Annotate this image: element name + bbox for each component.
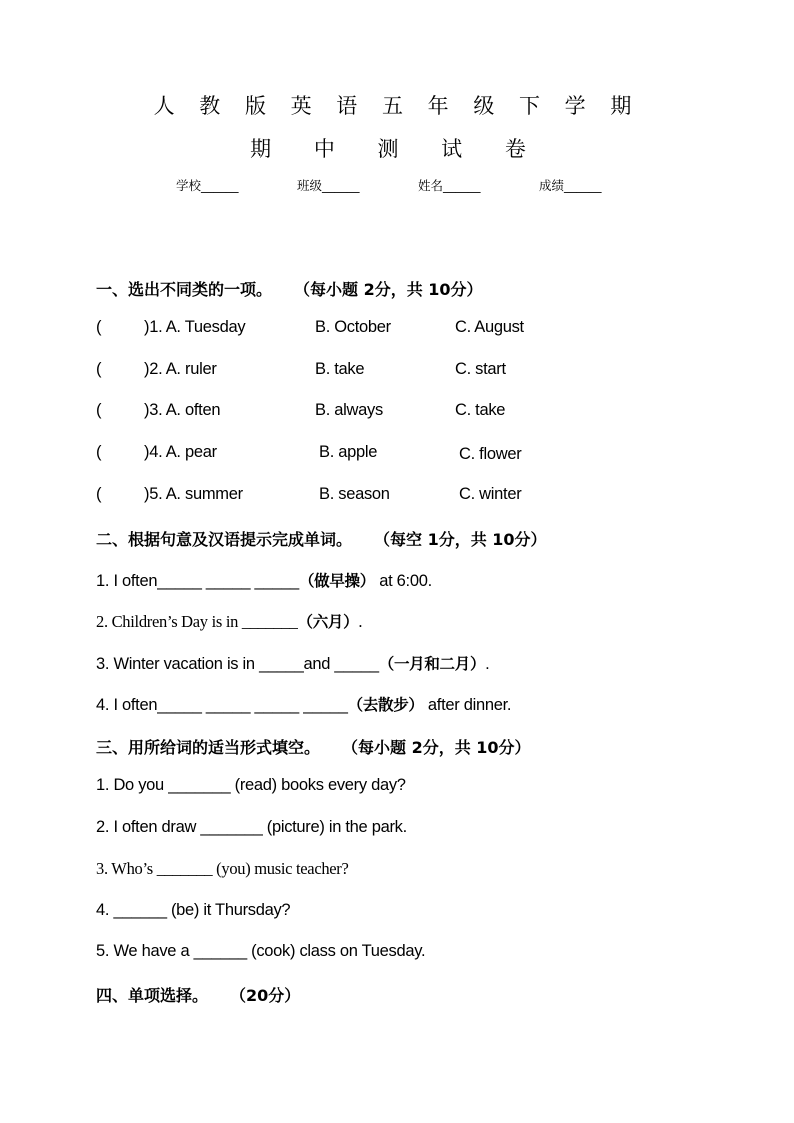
answer-paren: ( [96, 318, 102, 336]
option-c: C. flower [459, 445, 522, 463]
question-2-2: 2. Children’s Day is in _______（六月）. [96, 612, 363, 631]
name-field: 姓名______ [418, 178, 481, 193]
section-3-points: （每小题 2分，共 10分） [350, 738, 531, 757]
section-3-heading [96, 735, 531, 758]
chinese-hint: （做早操） [298, 572, 375, 590]
option-b: B. apple [319, 443, 378, 461]
option-c: C. August [455, 318, 524, 336]
chinese-hint: （去散步） [347, 696, 424, 714]
option-b: B. October [315, 318, 391, 336]
option-a: )2. A. ruler [144, 360, 217, 378]
option-a: )5. A. summer [144, 485, 243, 503]
option-b: B. season [319, 485, 390, 503]
answer-paren: ( [96, 485, 102, 503]
section-2-heading [96, 527, 547, 550]
section-4-heading [96, 983, 300, 1006]
section-2-points: （每空 1分，共 10分） [382, 530, 547, 549]
option-a: )1. A. Tuesday [144, 318, 246, 336]
answer-paren: ( [96, 360, 102, 378]
score-field: 成绩______ [539, 178, 602, 193]
option-c: C. start [455, 360, 506, 378]
question-3-2: 2. I often draw _______ (picture) in the park. [96, 818, 407, 836]
answer-paren: ( [96, 443, 102, 461]
question-3-1: 1. Do you _______ (read) books every day? [96, 776, 406, 794]
class-field: 班级______ [297, 178, 360, 193]
section-2-title: 二、根据句意及汉语提示完成单词。 [96, 530, 353, 549]
option-c: C. winter [459, 485, 522, 503]
question-1-4 [96, 443, 217, 462]
section-4-title: 四、单项选择。 [96, 986, 209, 1005]
page-title: 人 教 版 英 语 五 年 级 下 学 期 [153, 94, 641, 118]
question-1-3 [96, 401, 220, 420]
question-1-2 [96, 360, 217, 379]
option-b: B. take [315, 360, 365, 378]
question-3-4: 4. ______ (be) it Thursday? [96, 901, 291, 919]
option-a: )4. A. pear [144, 443, 217, 461]
question-2-3: 3. Winter vacation is in _____and _____（一月和二月）. [96, 655, 490, 673]
question-1-1 [96, 318, 245, 337]
question-3-3: 3. Who’s _______ (you) music teacher? [96, 859, 349, 878]
option-b: B. always [315, 401, 383, 419]
chinese-hint: （六月） [297, 613, 359, 631]
question-1-5 [96, 485, 243, 504]
question-3-5: 5. We have a ______ (cook) class on Tuesday. [96, 942, 426, 960]
option-a: )3. A. often [144, 401, 221, 419]
section-3-title: 三、用所给词的适当形式填空。 [96, 738, 321, 757]
section-4-points: （20分） [238, 986, 301, 1005]
page-subtitle: 期 中 测 试 卷 [250, 137, 544, 161]
section-1-heading [96, 277, 483, 300]
question-2-1: 1. I often_____ _____ _____（做早操） at 6:00. [96, 572, 432, 590]
school-field: 学校______ [176, 178, 239, 193]
section-1-points: （每小题 2分，共 10分） [302, 280, 483, 299]
question-2-4: 4. I often_____ _____ _____ _____（去散步） after dinner. [96, 696, 512, 714]
section-1-title: 一、选出不同类的一项。 [96, 280, 273, 299]
option-c: C. take [455, 401, 506, 419]
answer-paren: ( [96, 401, 102, 419]
chinese-hint: （一月和二月） [378, 655, 486, 673]
